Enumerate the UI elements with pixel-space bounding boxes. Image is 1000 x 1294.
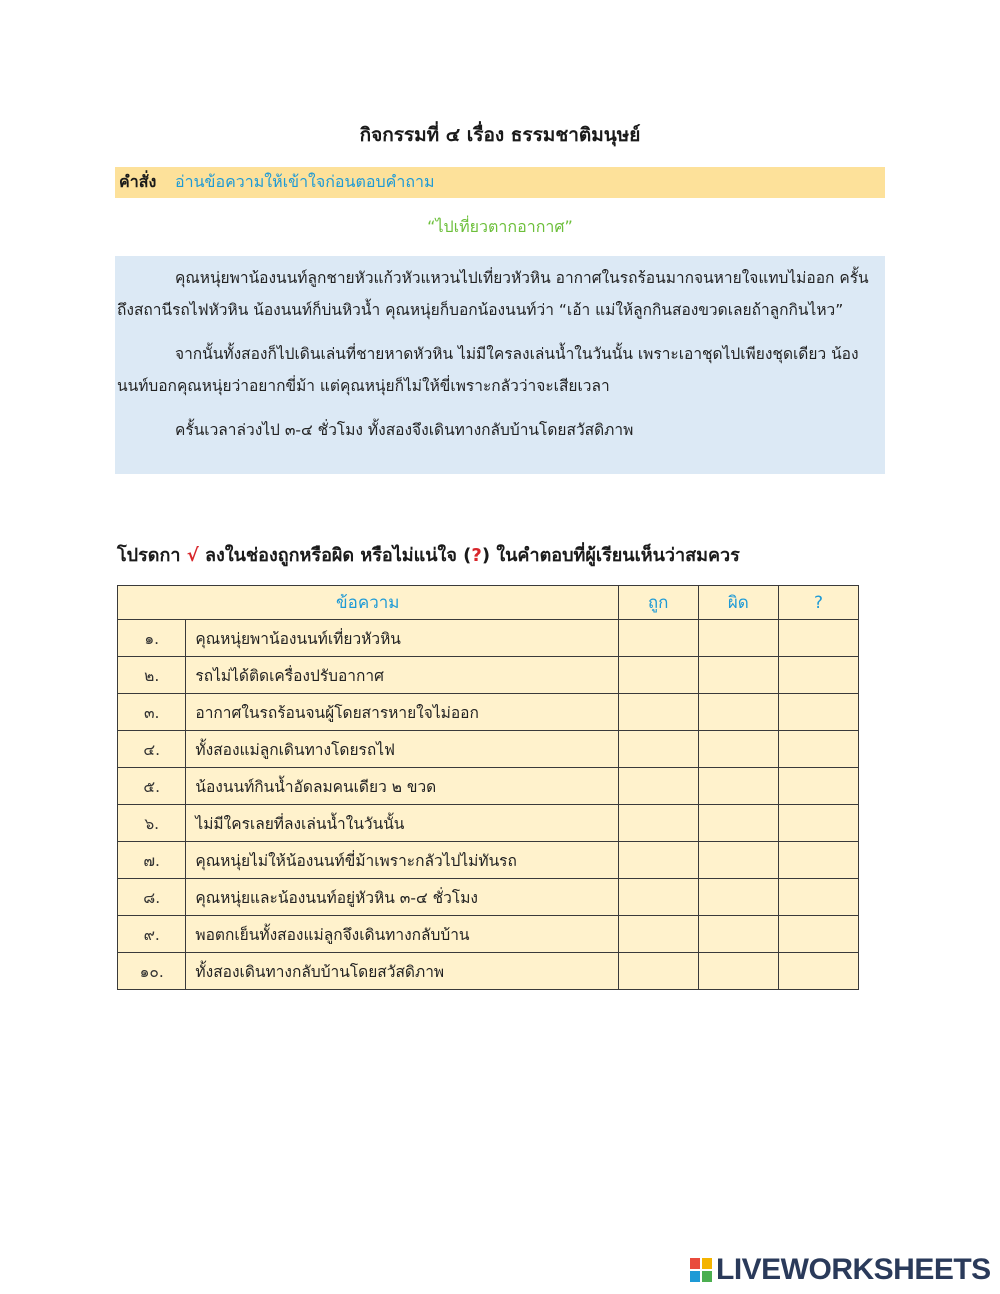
answer-false-cell[interactable] <box>698 768 778 805</box>
answer-true-cell[interactable] <box>618 620 698 657</box>
answer-true-cell[interactable] <box>618 842 698 879</box>
answer-false-input[interactable] <box>699 731 778 767</box>
quiz-table <box>117 585 859 990</box>
check-mark-icon: √ <box>186 545 199 566</box>
answer-true-input[interactable] <box>619 916 698 952</box>
logo-blocks-icon <box>690 1258 712 1282</box>
answer-unsure-input[interactable] <box>779 953 858 989</box>
question-middle: ลงในช่องถูกหรือผิด หรือไม่แน่ใจ ( <box>198 545 472 566</box>
row-statement: รถไม่ได้ติดเครื่องปรับอากาศ <box>186 657 618 694</box>
answer-unsure-input[interactable] <box>779 768 858 804</box>
instruction-bar <box>115 167 885 198</box>
table-row <box>118 842 859 879</box>
row-statement: ทั้งสองเดินทางกลับบ้านโดยสวัสดิภาพ <box>186 953 618 990</box>
table-row <box>118 879 859 916</box>
row-number: ๑. <box>118 620 186 657</box>
answer-unsure-cell[interactable] <box>778 620 858 657</box>
story-paragraph: คุณหนุ่ยพาน้องนนท์ลูกชายหัวแก้วหัวแหวนไปเที่ยวหัวหิน อากาศในรถร้อนมากจนหายใจแทบไม่ออก ครั้นถึงสถานีรถไฟหัวหิน น้องนนท์ก็บ่นหิวน้ำ คุณหนุ่ยก็บอกน้องนนท์ว่า “เอ้า แม่ให้ลูกกินสองขวดเลยถ้าลูกกินไหว” <box>117 269 869 319</box>
answer-true-input[interactable] <box>619 657 698 693</box>
instruction-text: อ่านข้อความให้เข้าใจก่อนตอบคำถาม <box>175 172 435 191</box>
answer-false-cell[interactable] <box>698 731 778 768</box>
row-number: ๓. <box>118 694 186 731</box>
answer-false-cell[interactable] <box>698 842 778 879</box>
table-header-row <box>118 586 859 620</box>
header-false: ผิด <box>698 586 778 620</box>
story-paragraph: ครั้นเวลาล่วงไป ๓-๔ ชั่วโมง ทั้งสองจึงเดินทางกลับบ้านโดยสวัสดิภาพ <box>175 421 634 439</box>
answer-unsure-cell[interactable] <box>778 657 858 694</box>
answer-true-input[interactable] <box>619 620 698 656</box>
answer-true-input[interactable] <box>619 694 698 730</box>
row-number: ๖. <box>118 805 186 842</box>
answer-false-input[interactable] <box>699 768 778 804</box>
answer-false-input[interactable] <box>699 620 778 656</box>
answer-true-input[interactable] <box>619 953 698 989</box>
story-paragraph: จากนั้นทั้งสองก็ไปเดินเล่นที่ชายหาดหัวหิน ไม่มีใครลงเล่นน้ำในวันนั้น เพราะเอาชุดไปเพียงชุดเดียว น้องนนท์บอกคุณหนุ่ยว่าอยากขี่ม้า แต่คุณหนุ่ยก็ไม่ให้ขี่เพราะกลัวว่าจะเสียเวลา <box>117 345 859 395</box>
answer-false-input[interactable] <box>699 953 778 989</box>
answer-unsure-cell[interactable] <box>778 768 858 805</box>
row-number: ๕. <box>118 768 186 805</box>
story-box <box>115 256 885 474</box>
row-statement: อากาศในรถร้อนจนผู้โดยสารหายใจไม่ออก <box>186 694 618 731</box>
answer-unsure-input[interactable] <box>779 620 858 656</box>
logo-block <box>702 1258 712 1269</box>
header-statement: ข้อความ <box>118 586 619 620</box>
liveworksheets-logo <box>690 1253 991 1287</box>
table-row <box>118 731 859 768</box>
row-statement: ไม่มีใครเลยที่ลงเล่นน้ำในวันนั้น <box>186 805 618 842</box>
question-suffix: ) ในคำตอบที่ผู้เรียนเห็นว่าสมควร <box>481 545 740 566</box>
table-row <box>118 916 859 953</box>
answer-true-cell[interactable] <box>618 657 698 694</box>
answer-false-cell[interactable] <box>698 916 778 953</box>
answer-unsure-cell[interactable] <box>778 916 858 953</box>
table-row <box>118 657 859 694</box>
row-statement: ทั้งสองแม่ลูกเดินทางโดยรถไฟ <box>186 731 618 768</box>
instruction-label: คำสั่ง <box>119 172 157 191</box>
answer-false-input[interactable] <box>699 879 778 915</box>
answer-unsure-input[interactable] <box>779 805 858 841</box>
row-number: ๗. <box>118 842 186 879</box>
answer-false-cell[interactable] <box>698 953 778 990</box>
table-row <box>118 620 859 657</box>
answer-true-input[interactable] <box>619 731 698 767</box>
answer-true-cell[interactable] <box>618 731 698 768</box>
answer-true-cell[interactable] <box>618 694 698 731</box>
answer-false-input[interactable] <box>699 805 778 841</box>
answer-unsure-cell[interactable] <box>778 731 858 768</box>
answer-unsure-cell[interactable] <box>778 842 858 879</box>
answer-true-cell[interactable] <box>618 768 698 805</box>
row-statement: คุณหนุ่ยพาน้องนนท์เที่ยวหัวหิน <box>186 620 618 657</box>
answer-unsure-cell[interactable] <box>778 953 858 990</box>
table-row <box>118 694 859 731</box>
answer-false-input[interactable] <box>699 916 778 952</box>
question-prefix: โปรดกา <box>117 545 187 566</box>
logo-text: LIVEWORKSHEETS <box>716 1253 991 1286</box>
table-row <box>118 805 859 842</box>
answer-false-input[interactable] <box>699 657 778 693</box>
answer-unsure-input[interactable] <box>779 842 858 878</box>
answer-false-cell[interactable] <box>698 657 778 694</box>
table-row <box>118 953 859 990</box>
answer-true-input[interactable] <box>619 768 698 804</box>
story-title: “ไปเที่ยวตากอากาศ” <box>427 217 573 236</box>
answer-true-input[interactable] <box>619 805 698 841</box>
question-heading <box>117 540 977 569</box>
answer-true-cell[interactable] <box>618 916 698 953</box>
header-unsure: ? <box>778 586 858 620</box>
row-statement: คุณหนุ่ยและน้องนนท์อยู่หัวหิน ๓-๔ ชั่วโมง <box>186 879 618 916</box>
answer-false-input[interactable] <box>699 694 778 730</box>
logo-block <box>702 1271 712 1282</box>
answer-unsure-cell[interactable] <box>778 879 858 916</box>
answer-true-cell[interactable] <box>618 879 698 916</box>
answer-false-cell[interactable] <box>698 694 778 731</box>
row-statement: คุณหนุ่ยไม่ให้น้องนนท์ขี่ม้าเพราะกลัวไปไม่ทันรถ <box>186 842 618 879</box>
answer-unsure-input[interactable] <box>779 916 858 952</box>
page-title: กิจกรรมที่ ๔ เรื่อง ธรรมชาติมนุษย์ <box>359 124 641 146</box>
row-number: ๑๐. <box>118 953 186 990</box>
answer-true-cell[interactable] <box>618 953 698 990</box>
answer-false-cell[interactable] <box>698 879 778 916</box>
answer-unsure-input[interactable] <box>779 694 858 730</box>
question-mark-icon: ? <box>471 545 482 566</box>
logo-block <box>690 1271 700 1282</box>
row-number: ๒. <box>118 657 186 694</box>
answer-unsure-cell[interactable] <box>778 694 858 731</box>
answer-unsure-cell[interactable] <box>778 805 858 842</box>
row-statement: พอตกเย็นทั้งสองแม่ลูกจึงเดินทางกลับบ้าน <box>186 916 618 953</box>
table-row <box>118 768 859 805</box>
answer-true-input[interactable] <box>619 842 698 878</box>
answer-unsure-input[interactable] <box>779 657 858 693</box>
answer-false-cell[interactable] <box>698 620 778 657</box>
row-number: ๔. <box>118 731 186 768</box>
answer-false-cell[interactable] <box>698 805 778 842</box>
answer-unsure-input[interactable] <box>779 879 858 915</box>
answer-false-input[interactable] <box>699 842 778 878</box>
header-true: ถูก <box>618 586 698 620</box>
logo-block <box>690 1258 700 1269</box>
row-number: ๙. <box>118 916 186 953</box>
row-number: ๘. <box>118 879 186 916</box>
answer-true-input[interactable] <box>619 879 698 915</box>
answer-unsure-input[interactable] <box>779 731 858 767</box>
answer-true-cell[interactable] <box>618 805 698 842</box>
row-statement: น้องนนท์กินน้ำอัดลมคนเดียว ๒ ขวด <box>186 768 618 805</box>
